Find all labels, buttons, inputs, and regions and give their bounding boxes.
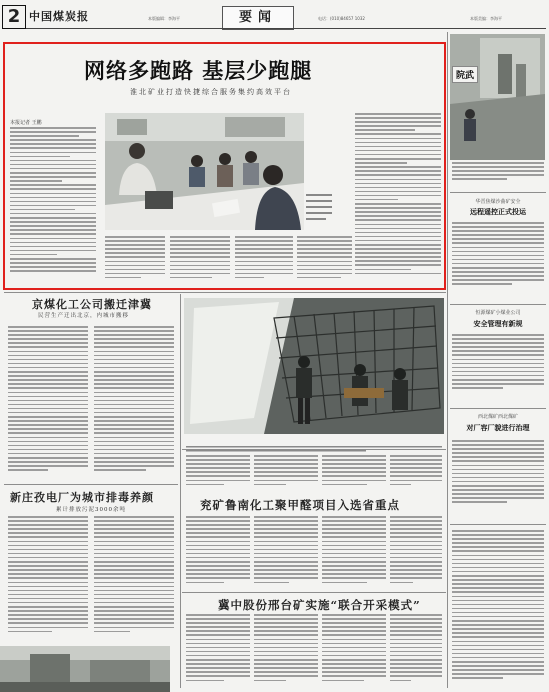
right-story2-sub: 恒源煤矿小煤业公司 [475,310,521,316]
lead-story-text-col-3 [170,236,230,284]
center-divider-2 [182,592,446,593]
lower-section-rule [4,292,446,293]
lead-story-photo [105,113,304,230]
right-column-photo [450,34,545,160]
right-divider-1 [450,192,546,193]
right-caption-text [452,162,544,188]
page-number: 2 [2,5,26,29]
lower-column-divider [180,294,181,688]
right-divider-2 [450,304,546,305]
right-story3-head: 对厂容厂貌进行治理 [466,423,530,432]
right-story3-sub: 西北煤矿西北煤矿 [477,414,518,420]
story-jingmei-headline: 京煤化工公司搬迁津冀 [32,298,152,311]
story-xinzhuangzi-text-col-1 [8,516,88,640]
lead-story-text-col-4 [235,236,293,284]
masthead-rule [26,28,546,29]
right-story1-text [452,222,544,302]
masthead-phone-note: 电话：(010)84657 1032 [318,16,365,21]
right-story2-text [452,334,544,406]
lead-story-headline: 网络多跑路 基层少跑腿 [84,58,313,83]
story-jingmei-text-col-2 [94,326,174,482]
lead-story-text-col-5 [297,236,352,284]
center-upper-text-col-3 [322,455,386,491]
lead-story-text-col-2 [105,236,165,284]
story-xinzhuangzi-text-col-2 [94,516,174,640]
story-yankuang-text-col-1 [186,516,250,590]
lead-story-text-col-1 [10,127,96,285]
lead-photo-caption [306,192,334,230]
right-divider-3 [450,408,546,409]
masthead-editor-note: 本版编辑：李海平 [148,16,180,21]
power-plant-photo [0,646,170,692]
story-yankuang-text-col-4 [390,516,442,590]
right-story3-text [452,440,544,520]
center-divider-1 [182,449,446,450]
paper-name: 中国煤炭报 [29,10,89,23]
right-divider-4 [450,524,546,525]
right-column-divider [447,32,448,688]
story-xinzhuangzi-headline: 新庄孜电厂为城市排毒养颜 [10,491,154,504]
story-jingmei-text-col-1 [8,326,88,482]
lead-story-byline: 本报记者 王鹏 [10,120,42,126]
lead-story-text-col-6 [355,113,441,285]
right-story4-text [452,530,544,686]
lead-story-subhead: 淮北矿业打造快捷综合服务集约高效平台 [130,88,292,96]
center-upper-text-col-1 [186,455,250,491]
story-jizhong-text-col-2 [254,614,318,686]
right-story1-sub: 华晋焦煤沙曲矿安全 [475,199,521,205]
right-story2-head: 安全管理有新规 [473,319,523,328]
story-jizhong-text-col-4 [390,614,442,686]
mine-photo-caption [186,438,442,446]
story-yankuang-text-col-3 [322,516,386,590]
story-jizhong-text-col-3 [322,614,386,686]
right-story1-head: 远程遥控正式投运 [470,207,526,216]
story-yankuang-headline: 兖矿鲁南化工聚甲醛项目入选省重点 [200,498,400,512]
mine-rescue-photo [184,298,444,434]
center-upper-text-col-2 [254,455,318,491]
section-title: 要闻 [222,6,294,30]
story-xinzhuangzi-subhead: 累计排放污泥3000余吨 [56,507,126,513]
story-jizhong-headline: 冀中股份邢台矿实施“联合开采模式” [218,598,421,612]
story-yankuang-text-col-2 [254,516,318,590]
right-section-tag: 院武 [452,66,478,83]
story-jizhong-text-col-1 [186,614,250,686]
center-upper-text-col-4 [390,455,442,491]
masthead-designer-note: 本版美编：李海平 [470,16,502,21]
story-jingmei-subhead: 民营生产迁出北京，内城市搬移 [38,313,130,319]
lower-left-divider [4,484,178,485]
